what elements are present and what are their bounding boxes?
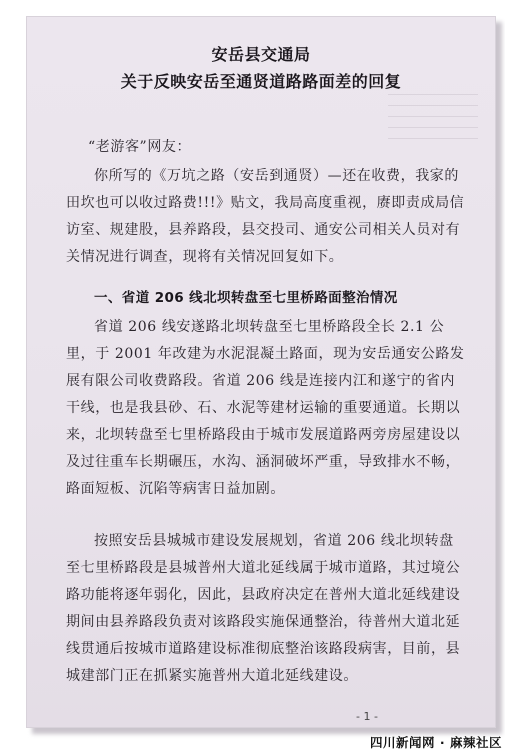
site-watermark: 四川新闻网 · 麻辣社区 (370, 735, 502, 750)
paragraph-1: 你所写的《万坑之路（安岳到通贤）—还在收费，我家的田坎也可以收过路费!!!》贴文，我局高度重视，赓即责成局信访室、规建股，县养路段，县交投司、通安公司相关人员对有关情况进行调查，现将有关情况回复如下。 (66, 168, 465, 265)
section-heading-1: 一、省道 206 线北坝转盘至七里桥路面整治情况 (94, 290, 398, 306)
document-paper (26, 16, 496, 728)
paragraph-3: 按照安岳县城城市建设发展规划，省道 206 线北坝转盘至七里桥路段是县城普州大道北延线属于城市道路，其过境公路功能将逐年弱化，因此，县政府决定在普州大道北延线建设期间由县养路段负责对该路段实施保通整治，待普州大道北延线贯通后按城市道路建设标准彻底整治该路段病害，目前，县城建部门正在抓紧实施普州大道北延线建设。 (66, 533, 461, 684)
page-number: - 1 - (356, 710, 378, 723)
document-title-line1: 安岳县交通局 (211, 45, 311, 64)
salutation: “老游客”网友： (88, 139, 192, 155)
paragraph-2: 省道 206 线安遂路北坝转盘至七里桥路段全长 2.1 公里，于 2001 年改建为水泥混凝土路面，现为安岳通安公路发展有限公司收费路段。省道 206 线是连接内江和遂宁的省内干线，也是我县砂、石、水泥等建材运输的重要通道。长期以来，北坝转盘至七里桥路段由于城市发展道路两旁房屋建设以及过往重车长期碾压，水沟、涵洞破坏严重，导致排水不畅，路面短板、沉陷等病害日益加剧。 (66, 319, 465, 497)
document-title-line2: 关于反映安岳至通贤道路路面差的回复 (120, 72, 402, 91)
